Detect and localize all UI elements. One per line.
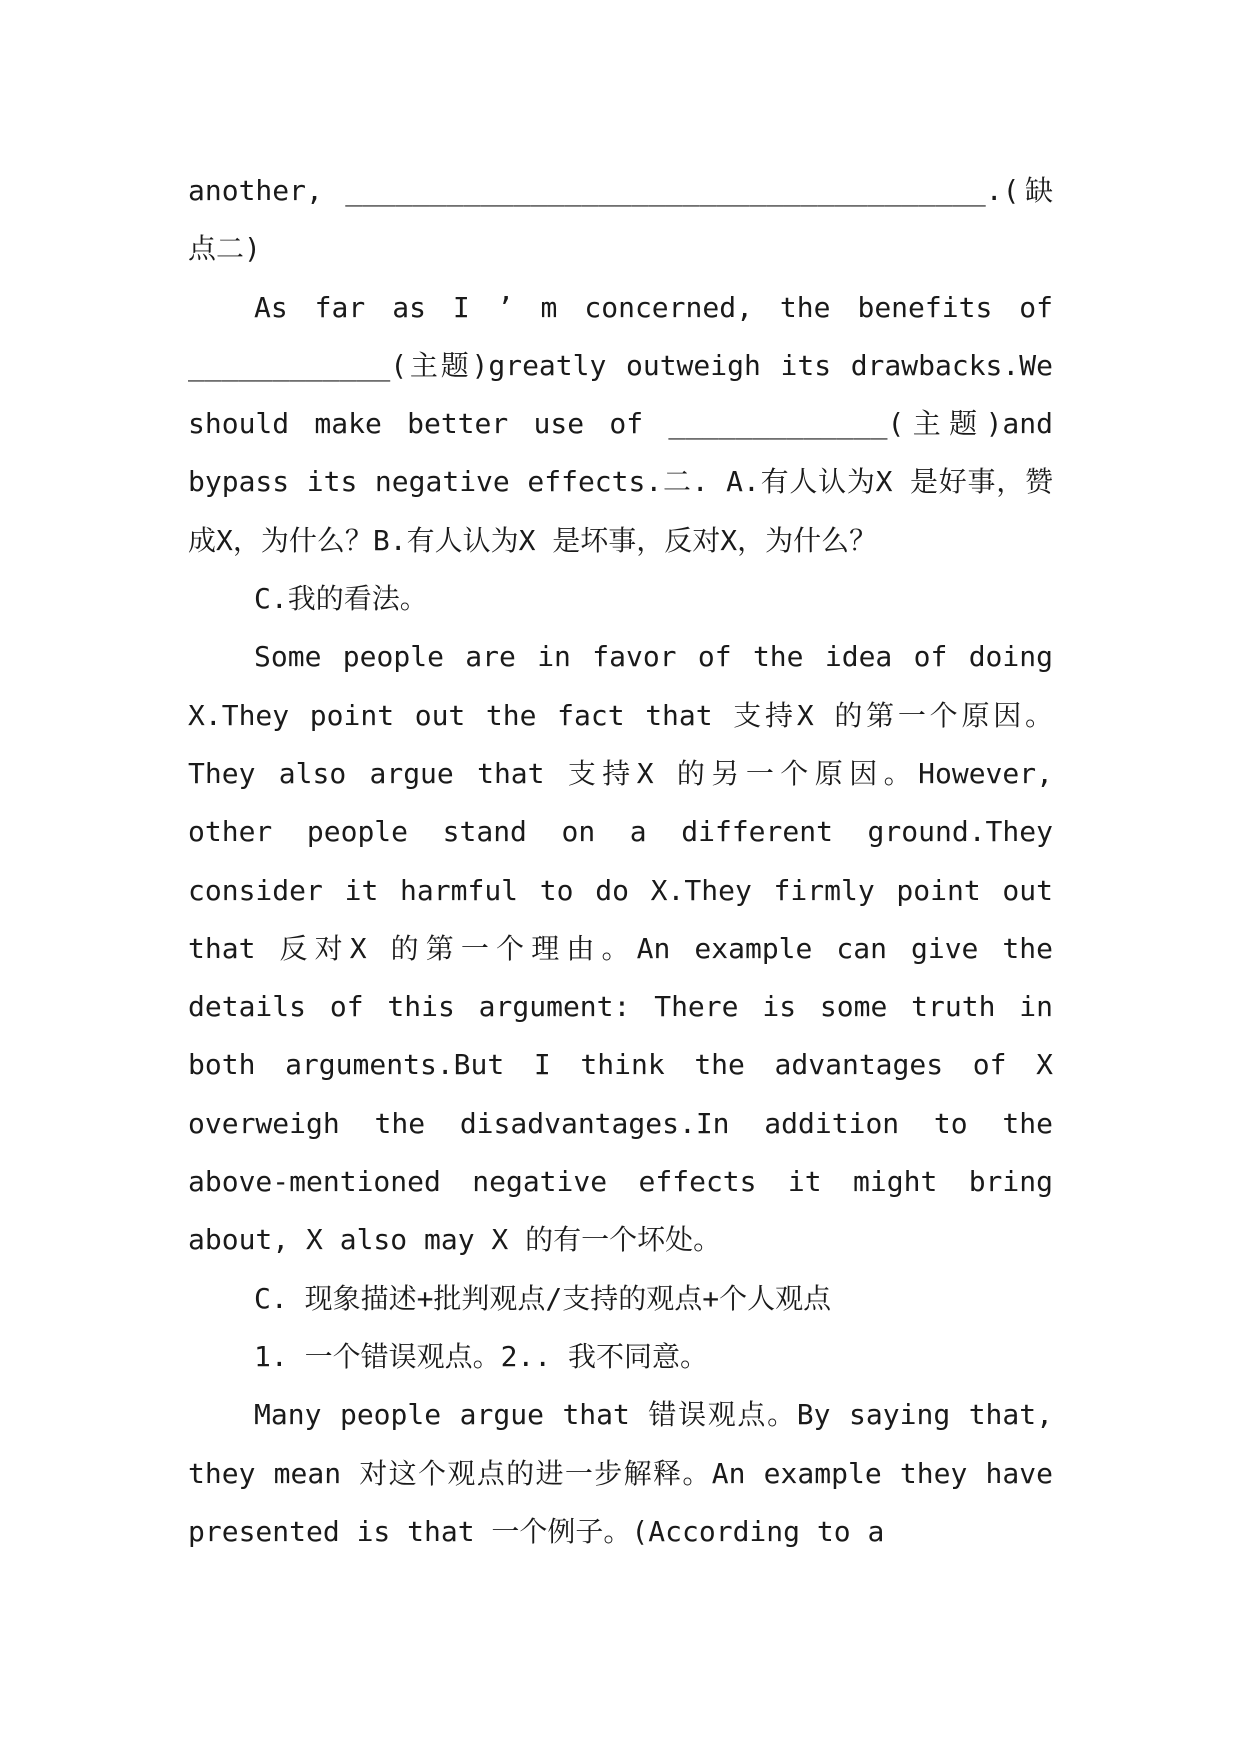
paragraph-6: 1. 一个错误观点。2.. 我不同意。 xyxy=(254,1339,709,1373)
paragraph-1: another, ______________________________________.(缺点二) xyxy=(188,174,1053,266)
document-body xyxy=(188,162,1053,1561)
paragraph-3: C.我的看法。 xyxy=(254,582,428,616)
paragraph-5: C. 现象描述+批判观点/支持的观点+个人观点 xyxy=(254,1281,832,1315)
paragraph-7: Many people argue that 错误观点。By saying that, they mean 对这个观点的进一步解释。An example they have presented is that 一个例子。(According to a xyxy=(188,1398,1053,1548)
paragraph-4: Some people are in favor of the idea of doing X.They point out the fact that 支持X 的第一个原因。They also argue that 支持X 的另一个原因。However, other people stand on a different ground.They consider it harmful to do X.They firmly point out that 反对X 的第一个理由。An example can give the details of this argument: There is some truth in both arguments.But I think the advantages of X overweigh the disadvantages.In addition to the above-mentioned negative effects it might bring about, X also may X 的有一个坏处。 xyxy=(188,640,1053,1257)
paragraph-2: As far as I ’ m concerned, the benefits of ____________(主题)greatly outweigh its drawbacks.We should make better use of _____________(主题)and bypass its negative effects.二. A.有人认为X 是好事，赞成X，为什么？B.有人认为X 是坏事，反对X，为什么？ xyxy=(188,290,1053,557)
